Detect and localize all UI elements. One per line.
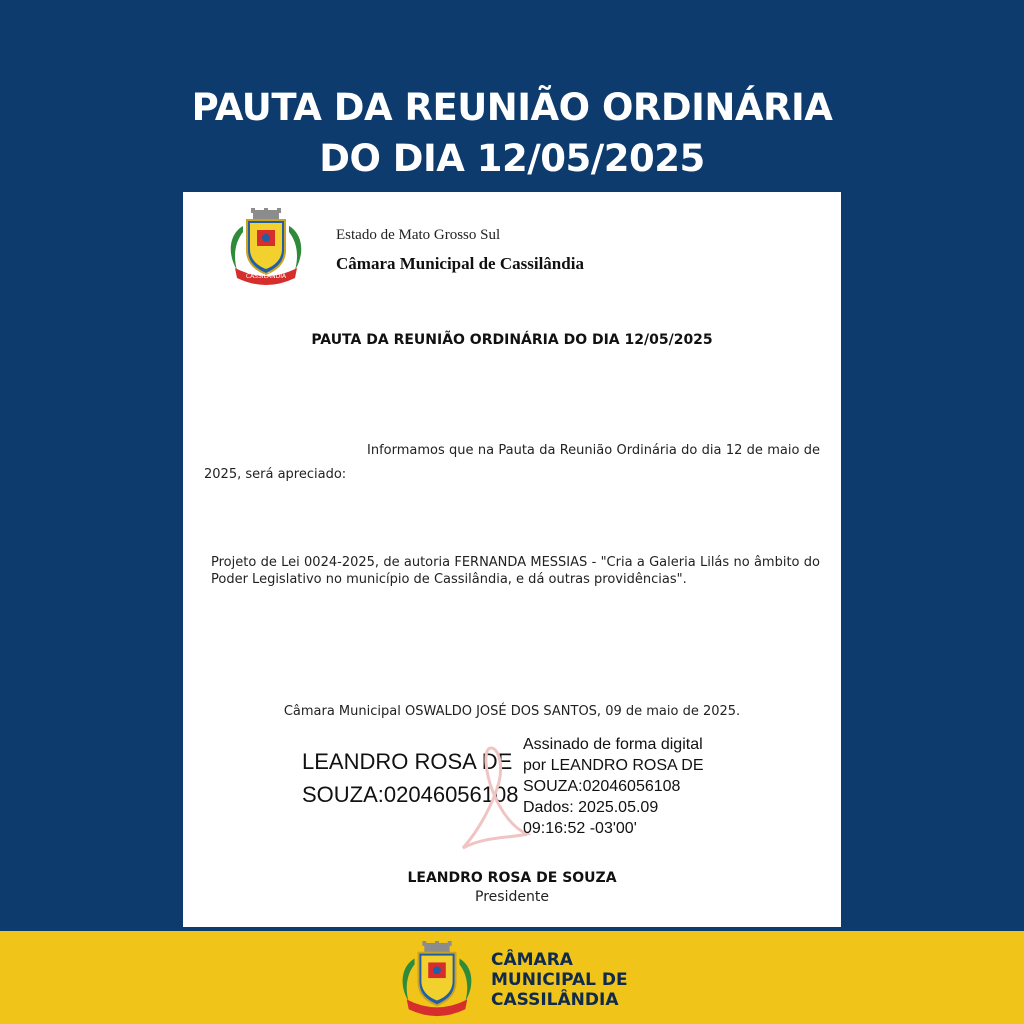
crest-banner-text: CASSILÂNDIA — [245, 273, 287, 280]
document-page — [183, 192, 841, 927]
municipal-crest-icon — [223, 208, 309, 290]
intro-paragraph: Informamos que na Pauta da Reunião Ordinária do dia 12 de maio de 2025, será apreciado: — [204, 443, 820, 482]
footer-org-name — [491, 950, 628, 1010]
document-title: PAUTA DA REUNIÃO ORDINÁRIA DO DIA 12/05/2025 — [311, 332, 713, 348]
place-date: Câmara Municipal OSWALDO JOSÉ DOS SANTOS, 09 de maio de 2025. — [283, 704, 741, 719]
signature-info-line: 09:16:52 -03'00' — [523, 820, 637, 837]
signer-name: LEANDRO ROSA DE SOUZA — [407, 870, 617, 886]
signature-info-line: Assinado de forma digital — [523, 736, 703, 753]
signature-info — [523, 734, 753, 839]
footer-org-line: MUNICIPAL DE — [491, 970, 628, 990]
signer-role: Presidente — [475, 889, 549, 905]
footer-crest-icon — [394, 941, 480, 1021]
footer-bar — [0, 931, 1024, 1024]
signature-info-line: Dados: 2025.05.09 — [523, 799, 659, 816]
footer-org-line: CASSILÂNDIA — [491, 990, 619, 1010]
signature-info-line: SOUZA:02046056108 — [523, 778, 681, 795]
header-state: Estado de Mato Grosso Sul — [336, 227, 501, 243]
banner-title — [0, 82, 1024, 184]
signature-info-line: por LEANDRO ROSA DE — [523, 757, 704, 774]
agenda-item: Projeto de Lei 0024-2025, de autoria FERNANDA MESSIAS - "Cria a Galeria Lilás no âmbito do Poder Legislativo no município de Cassilândia, e dá outras providências". — [211, 555, 820, 587]
header-organization: Câmara Municipal de Cassilândia — [336, 254, 584, 273]
banner-title-line2: DO DIA 12/05/2025 — [319, 137, 705, 180]
banner-title-line1: PAUTA DA REUNIÃO ORDINÁRIA — [191, 86, 833, 129]
signature-name-block: LEANDRO ROSA DE SOUZA:02046056108 — [302, 749, 519, 807]
footer-org-line: CÂMARA — [491, 950, 573, 970]
